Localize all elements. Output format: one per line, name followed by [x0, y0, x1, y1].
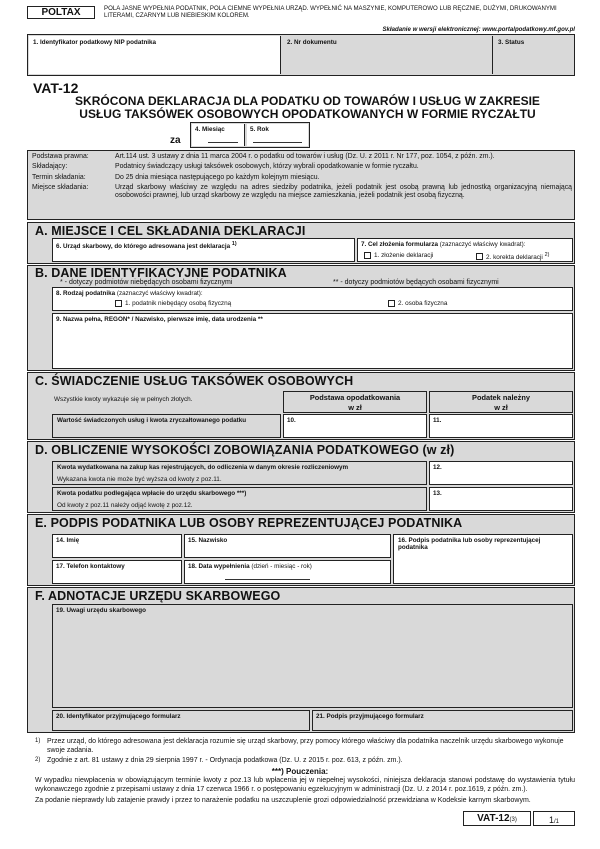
place-label: Miejsce składania:	[32, 183, 89, 191]
page-number	[533, 811, 575, 826]
place-row	[32, 184, 572, 201]
page-total: /1	[554, 819, 560, 825]
receiver-id-field	[52, 710, 310, 731]
filers-text: Podatnicy świadczący usługi taksówek osobowych, którzy wybrali opodatkowanie w formie ryczałtu.	[115, 163, 419, 171]
section-b-note-1: * - dotyczy podmiotów niebędących osobami fizycznymi	[60, 279, 233, 286]
form-code: VAT-12	[33, 80, 79, 96]
field-10-input[interactable]	[283, 414, 427, 438]
document-number-field	[283, 36, 493, 74]
document-number-label: 2. Nr dokumentu	[287, 39, 337, 46]
period-za: za	[170, 135, 181, 146]
amounts-note: Wszystkie kwoty wykazuje się w pełnych złotych.	[54, 396, 193, 403]
column-header-base-unit: w zł	[348, 403, 362, 412]
checkbox-icon[interactable]	[115, 300, 122, 307]
electronic-note: Składanie w wersji elektronicznej: www.portalpodatkowy.mf.gov.pl	[382, 26, 575, 33]
deadline-row	[32, 174, 572, 182]
receiver-id-label: 20. Identyfikator przyjmującego formularz	[56, 713, 181, 720]
tax-due-row-label	[52, 487, 427, 511]
legal-basis-text: Art.114 ust. 3 ustawy z dnia 11 marca 2004 r. o podatku od towarów i usług (Dz. U. z 2011 r. Nr 177, poz. 1054, z późn. zm.).	[115, 153, 495, 160]
taxpayer-type-option-2[interactable]	[388, 300, 447, 308]
year-field[interactable]	[247, 124, 308, 146]
field-11-input[interactable]	[429, 414, 573, 438]
field-13-input[interactable]	[429, 487, 573, 511]
nip-field[interactable]	[29, 36, 281, 74]
pouczenie-heading: ***) Pouczenia:	[271, 767, 329, 776]
taxpayer-type-option-1[interactable]	[115, 300, 231, 308]
info-text	[32, 153, 572, 200]
nip-label: 1. Identyfikator podatkowy NIP podatnika	[33, 39, 157, 46]
month-ticks	[208, 139, 238, 143]
cash-register-row-text: Kwota wydatkowana na zakup kas rejestrujących, do odliczenia w danym okresie rozliczeniowym	[57, 464, 349, 471]
year-label: 5. Rok	[250, 126, 269, 133]
receiver-signature-label: 21. Podpis przyjmującego formularz	[316, 713, 424, 720]
taxpayer-type-option-2-label: 2. osoba fizyczna	[398, 300, 448, 307]
office-notes-field	[52, 604, 573, 708]
purpose-option-1[interactable]	[364, 252, 433, 260]
checkbox-icon[interactable]	[388, 300, 395, 307]
fill-date-ticks	[225, 576, 310, 580]
section-a-title: A. MIEJSCE I CEL SKŁADANIA DEKLARACJI	[35, 224, 306, 238]
taxpayer-name-field[interactable]	[52, 313, 573, 369]
column-header-base-label: Podstawa opodatkowania	[309, 393, 401, 402]
checkbox-icon[interactable]	[476, 253, 483, 260]
purpose-label: 7. Cel złożenia formularza (zaznaczyć właściwy kwadrat):	[361, 241, 526, 248]
form-title-line2: USŁUG TAKSÓWEK OSOBOWYCH OPODATKOWANYCH W FORMIE RYCZAŁTU	[79, 107, 536, 121]
tax-office-label: 6. Urząd skarbowy, do którego adresowana jest deklaracja $^{1)}$	[56, 241, 237, 251]
field-12-label: 12.	[433, 464, 442, 471]
tax-due-row-subtext: Od kwoty z poz.11 należy odjąć kwotę z poz.12.	[57, 502, 193, 510]
legal-basis-label: Podstawa prawna:	[32, 153, 89, 160]
section-d-title: D. OBLICZENIE WYSOKOŚCI ZOBOWIĄZANIA PODATKOWEGO (w zł)	[35, 443, 455, 457]
bottom-form-code	[463, 811, 531, 826]
place-text: Urząd skarbowy właściwy ze względu na adres siedziby podatnika, jeżeli podatnik jest osobą prawną lub jednostką organizacyjną niemającą osobowości prawnej, lub urząd skarbowy ze względu na miejsce zamieszkania, jeżeli podatnik jest osobą fizyczną.	[115, 183, 572, 200]
taxpayer-type-option-1-label: 1. podatnik niebędący osobą fizyczną	[125, 300, 232, 307]
bottom-code-text: VAT-12	[477, 813, 510, 824]
cash-register-row-subtext: Wykazana kwota nie może być wyższa od kwoty z poz.11.	[57, 476, 222, 484]
column-header-base	[283, 391, 427, 413]
filers-label: Składający:	[32, 163, 68, 171]
column-header-tax-unit: w zł	[494, 403, 508, 412]
field-11-label: 11.	[433, 417, 442, 424]
receiver-signature-field	[312, 710, 573, 731]
pouczenie-1: W wypadku niewpłacenia w obowiązującym terminie kwoty z poz.13 lub wpłacenia jej w niepełnej wysokości, niniejsza deklaracja stanowi podstawę do wystawienia tytułu wykonawczego zgodnie z przepisami ustawy z dnia 17 czerwca 1966 r. o postępowaniu egzekucyjnym w administracji (Dz. U. z 2014 r. poz.1619, z późn. zm.).	[35, 777, 575, 793]
tax-office-field[interactable]	[52, 238, 355, 262]
last-name-field[interactable]	[184, 534, 391, 558]
header-brand: POLTAX	[27, 6, 95, 19]
section-b-title: B. DANE IDENTYFIKACYJNE PODATNIKA	[35, 266, 287, 280]
field-13-label: 13.	[433, 490, 442, 497]
footnote-2: 2) Zgodnie z art. 81 ustawy z dnia 29 sierpnia 1997 r. - Ordynacja podatkowa (Dz. U. z 2015 r. poz. 613, z późn. zm.).	[35, 757, 403, 764]
fill-date-field[interactable]	[184, 560, 391, 584]
first-name-label: 14. Imię	[56, 537, 80, 544]
purpose-field	[357, 238, 573, 262]
month-field[interactable]	[192, 124, 245, 146]
footnote-1: 1) Przez urząd, do którego adresowana jest deklaracja rozumie się urząd skarbowy, przy pomocy którego właściwy dla podatnika naczelnik urzędu skarbowego wykonuje swoje zadania.	[35, 738, 564, 754]
column-header-tax-label: Podatek należny	[472, 393, 530, 402]
tax-due-row-text: Kwota podatku podlegająca wpłacie do urzędu skarbowego ***)	[57, 490, 247, 497]
purpose-option-1-label: 1. złożenie deklaracji	[374, 252, 434, 259]
field-10-label: 10.	[287, 417, 296, 424]
section-b-note-2: ** - dotyczy podmiotów będących osobami fizycznymi	[333, 279, 499, 286]
filers-row	[32, 163, 572, 171]
section-f-title: F. ADNOTACJE URZĘDU SKARBOWEGO	[35, 589, 281, 603]
month-label: 4. Miesiąc	[195, 126, 225, 133]
page-current: 1	[548, 815, 554, 825]
status-label: 3. Status	[498, 39, 525, 46]
header-instructions: POLA JASNE WYPEŁNIA PODATNIK, POLA CIEMNE WYPEŁNIA URZĄD. WYPEŁNIĆ NA MASZYNIE, KOMPUTEROWO LUB RĘCZNIE, DUŻYMI, DRUKOWANYMI LITERAMI, CZARNYM LUB NIEBIESKIM KOLOREM.	[104, 5, 557, 20]
cash-register-row-label	[52, 461, 427, 485]
field-12-input[interactable]	[429, 461, 573, 485]
checkbox-icon[interactable]	[364, 252, 371, 259]
form-title-line1: SKRÓCONA DEKLARACJA DLA PODATKU OD TOWARÓW I USŁUG W ZAKRESIE	[75, 94, 540, 108]
taxpayer-type-field	[52, 287, 573, 311]
section-c-title: C. ŚWIADCZENIE USŁUG TAKSÓWEK OSOBOWYCH	[35, 374, 354, 388]
fill-date-label: 18. Data wypełnienia (dzień - miesiąc - rok)	[188, 563, 312, 570]
services-row-label-text: Wartość świadczonych usług i kwota zryczałtowanego podatku	[57, 417, 247, 424]
first-name-field[interactable]	[52, 534, 182, 558]
phone-label: 17. Telefon kontaktowy	[56, 563, 125, 570]
signature-label: 16. Podpis podatnika lub osoby reprezentującej podatnika	[398, 537, 541, 552]
bottom-version-text: (3)	[509, 817, 517, 823]
purpose-option-2[interactable]	[476, 252, 549, 262]
legal-basis-row	[32, 153, 572, 161]
office-notes-label: 19. Uwagi urzędu skarbowego	[56, 607, 146, 614]
services-row-label	[52, 414, 281, 438]
column-header-tax	[429, 391, 573, 413]
section-e-title: E. PODPIS PODATNIKA LUB OSOBY REPREZENTUJĄCEJ PODATNIKA	[35, 516, 463, 530]
purpose-option-2-label: 2. korekta deklaracji $^{2)}$	[486, 252, 550, 262]
year-ticks	[253, 139, 302, 143]
deadline-label: Termin składania:	[32, 173, 86, 181]
taxpayer-type-label: 8. Rodzaj podatnika (zaznaczyć właściwy kwadrat):	[56, 290, 203, 297]
signature-field[interactable]	[393, 534, 573, 584]
last-name-label: 15. Nazwisko	[188, 537, 228, 544]
phone-field[interactable]	[52, 560, 182, 584]
taxpayer-name-label: 9. Nazwa pełna, REGON* / Nazwisko, pierwsze imię, data urodzenia **	[56, 316, 263, 323]
deadline-text: Do 25 dnia miesiąca następującego po każdym kolejnym miesiącu.	[115, 173, 320, 181]
status-field	[494, 36, 574, 74]
pouczenie-2: Za podanie nieprawdy lub zatajenie prawdy i przez to narażenie podatku na uszczuplenie grozi odpowiedzialność przewidziana w Kodeksie karnym skarbowym.	[35, 797, 531, 804]
